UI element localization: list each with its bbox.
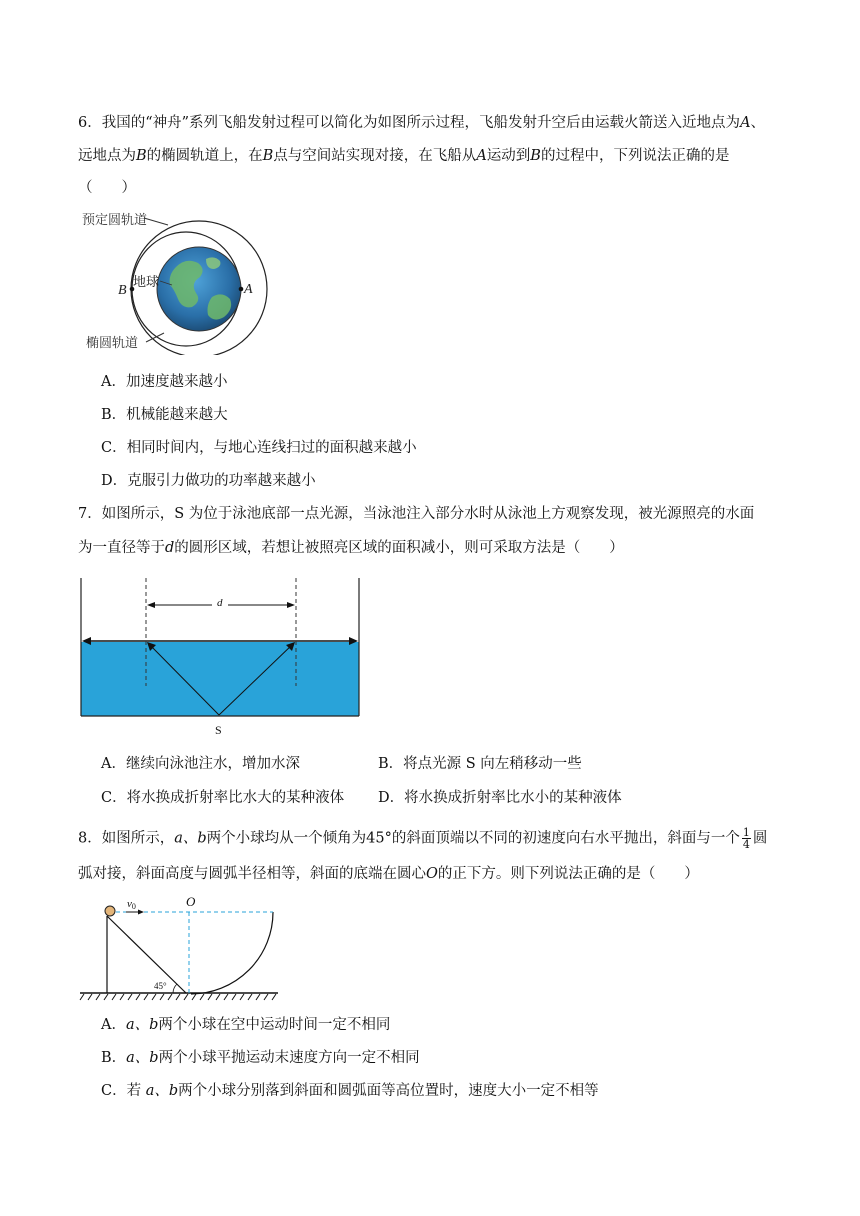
label-earth: 地球 <box>133 274 160 289</box>
q6-stem-line1 <box>78 113 765 133</box>
q7-option-D[interactable]: D．将水换成折射率比水小的某种液体 <box>378 790 622 806</box>
q7-pool-figure <box>76 574 366 744</box>
fraction-numerator: 1 <box>742 826 750 839</box>
q8-var-ab: a、b <box>125 1017 159 1033</box>
label-B: B <box>118 283 127 298</box>
q8-text: 弧对接，斜面高度与圆弧半径相等，斜面的底端在圆心 <box>78 866 426 882</box>
q8-var-ab: a、b <box>174 830 207 847</box>
q7-option-A[interactable]: A．继续向泳池注水，增加水深 <box>101 756 300 772</box>
q6-text: 、 <box>750 115 766 131</box>
q7-text: 为一直径等于 <box>78 540 165 556</box>
q6-option-A[interactable]: A．加速度越来越小 <box>101 374 228 390</box>
q6-text: 点与空间站实现对接，在飞船从 <box>273 148 477 164</box>
incline-slope <box>107 916 186 993</box>
q7-option-B[interactable]: B．将点光源 S 向左稍移动一些 <box>378 756 582 772</box>
label-preset-circular-orbit: 预定圆轨道 <box>82 212 148 227</box>
q7-var-d: d <box>165 540 175 556</box>
label-S: S <box>215 723 222 737</box>
q8-stem-line2 <box>78 864 699 884</box>
quarter-circle-arc <box>191 912 273 994</box>
option-prefix: C．若 <box>101 1083 146 1099</box>
q6-var-B: B <box>530 148 541 164</box>
velocity-arrowhead <box>138 910 144 915</box>
q6-stem-line2 <box>78 146 729 166</box>
q8-stem-line1 <box>78 827 767 850</box>
q6-text: 运动到 <box>486 148 531 164</box>
fraction-denominator: 4 <box>742 838 750 851</box>
q7-option-C[interactable]: C．将水换成折射率比水大的某种液体 <box>101 790 345 806</box>
q8-var-O: O <box>426 866 438 882</box>
q6-var-A: A <box>476 148 487 164</box>
q6-var-A: A <box>740 115 751 131</box>
q8-text: 8．如图所示， <box>78 830 175 847</box>
option-text: 两个小球平抛运动末速度方向一定不相同 <box>158 1050 420 1066</box>
q8-var-ab: a、b <box>126 1050 159 1066</box>
label-angle-45: 45° <box>154 981 167 991</box>
q6-option-D[interactable]: D．克服引力做功的功率越来越小 <box>101 473 316 489</box>
q8-var-ab: a、b <box>145 1083 179 1099</box>
q6-answer-blank: （ ） <box>78 180 136 196</box>
label-elliptical-orbit: 椭圆轨道 <box>86 335 139 350</box>
ground-hatching <box>80 994 276 1000</box>
pool-water <box>81 642 359 716</box>
label-O: O <box>186 894 196 909</box>
earth-icon <box>157 247 241 331</box>
q8-text: 的正下方。则下列说法正确的是（ ） <box>437 866 699 882</box>
q6-text: 的椭圆轨道上，在 <box>146 148 263 164</box>
q8-text: 圆 <box>752 830 768 847</box>
ball-icon <box>105 906 115 916</box>
option-prefix: B． <box>101 1050 127 1066</box>
quarter-fraction <box>742 827 751 850</box>
option-text: 两个小球在空中运动时间一定不相同 <box>158 1017 391 1033</box>
q7-text: 的圆形区域，若想让被照亮区域的面积减小，则可采取方法是（ ） <box>174 540 624 556</box>
point-A-marker <box>239 287 244 292</box>
d-arrowhead-right <box>287 602 295 608</box>
q6-text: 远地点为 <box>78 148 136 164</box>
label-v: v <box>127 898 132 910</box>
label-A: A <box>244 282 253 297</box>
q8-text: 两个小球均从一个倾角为45°的斜面顶端以不同的初速度向右水平抛出，斜面与一个 <box>206 830 740 847</box>
leader-circle <box>144 218 168 225</box>
q8-incline-figure <box>76 890 286 1002</box>
label-v-subscript: 0 <box>131 902 136 911</box>
q6-text: 的过程中，下列说法正确的是 <box>540 148 730 164</box>
option-text: 两个小球分别落到斜面和圆弧面等高位置时，速度大小一定不相等 <box>178 1083 599 1099</box>
q6-option-C[interactable]: C．相同时间内，与地心连线扫过的面积越来越小 <box>101 440 417 456</box>
q6-orbit-figure <box>78 205 278 355</box>
option-prefix: A． <box>101 1017 126 1033</box>
q7-stem-line1: 7．如图所示，S 为位于泳池底部一点光源，当泳池注入部分水时从泳池上方观察发现，被光源照亮的水面 <box>78 506 755 522</box>
q8-option-C[interactable] <box>101 1081 599 1101</box>
q6-text: 6．我国的“神舟”系列飞船发射过程可以简化为如图所示过程，飞船发射升空后由运载火箭送入近地点为 <box>78 115 741 131</box>
label-d: d <box>217 597 223 609</box>
q6-var-B: B <box>262 148 274 164</box>
d-arrowhead-left <box>147 602 155 608</box>
angle-45-arc <box>173 984 177 993</box>
label-v0 <box>127 898 136 911</box>
q8-option-B[interactable] <box>101 1048 420 1068</box>
q6-option-B[interactable]: B．机械能越来越大 <box>101 407 228 423</box>
q7-stem-line2 <box>78 538 624 558</box>
q6-var-B: B <box>136 148 147 164</box>
q8-option-A[interactable] <box>101 1015 390 1035</box>
